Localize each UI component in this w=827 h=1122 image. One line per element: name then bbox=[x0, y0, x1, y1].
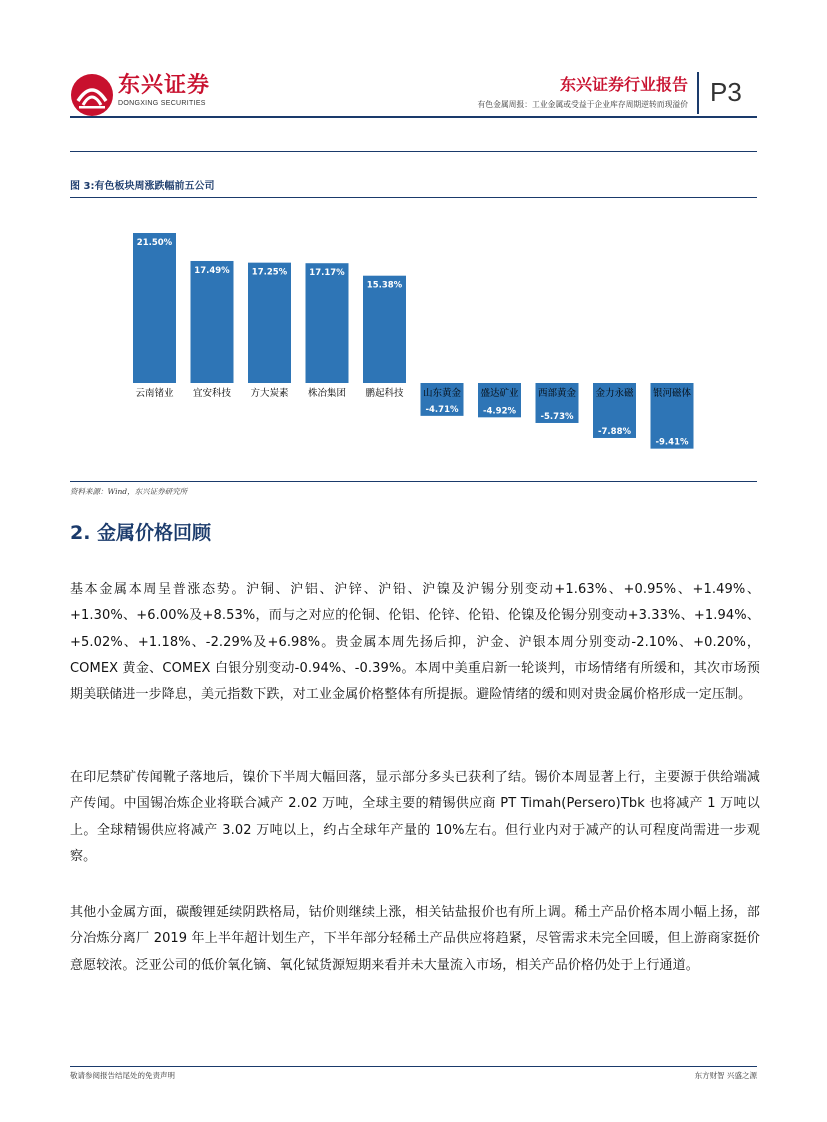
footer-disclaimer-note: 敬请参阅报告结尾处的免责声明 bbox=[70, 1071, 175, 1080]
body-paragraph: 在印尼禁矿传闻靴子落地后，镍价下半周大幅回落，显示部分多头已获利了结。锡价本周显著上行，主要源于供给端减产传闻。中国锡冶炼企业将联合减产 2.02 万吨，全球主要的精锡供应商 PT Timah(Persero)Tbk 也将减产 1 万吨以上。全球精锡供应将减产 3.02 万吨以上，约占全球年产量的 10%左右。但行业内对于减产的认可程度尚需进一步观察。 bbox=[70, 770, 760, 864]
section-heading: 2. 金属价格回顾 bbox=[70, 522, 212, 544]
category-label: 山东黄金 bbox=[422, 388, 462, 399]
bar-chart bbox=[70, 200, 757, 480]
figure-source-note: 资料来源：Wind，东兴证券研究所 bbox=[70, 487, 188, 496]
data-label: -9.41% bbox=[655, 437, 689, 448]
header-rule-secondary bbox=[70, 151, 757, 152]
figure-title: 图 3:有色板块周涨跌幅前五公司 bbox=[70, 181, 215, 192]
category-label: 金力永磁 bbox=[595, 388, 634, 399]
category-label: 西部黄金 bbox=[537, 388, 577, 399]
report-title: 东兴证券行业报告 bbox=[559, 75, 688, 94]
category-label: 方大炭素 bbox=[250, 388, 289, 399]
footer-slogan: 东方财智 兴盛之源 bbox=[694, 1071, 757, 1080]
category-label: 宜安科技 bbox=[192, 388, 232, 399]
data-label: -4.92% bbox=[482, 406, 517, 417]
data-label: 17.49% bbox=[194, 265, 230, 276]
data-label: 17.25% bbox=[251, 267, 288, 278]
header-divider bbox=[697, 72, 699, 114]
company-logo-icon bbox=[70, 73, 114, 117]
bar-4 bbox=[306, 263, 349, 383]
category-label: 云南锗业 bbox=[135, 388, 174, 399]
body-paragraph: 基本金属本周呈普涨态势。沪铜、沪铝、沪锌、沪铅、沪镍及沪锡分别变动+1.63%、+0.95%、+1.49%、+1.30%、+6.00%及+8.53%，而与之对应的伦铜、伦铝、伦锌、伦铅、伦镍及伦锡分别变动+3.33%、+1.94%、+5.02%、+1.18%、-2.29%及+6.98%。贵金属本周先扬后抑，沪金、沪银本周分别变动-2.10%、+0.20%，COMEX 黄金、COMEX 白银分别变动-0.94%、-0.39%。本周中美重启新一轮谈判，市场情绪有所缓和，其次市场预期美联储进一步降息，美元指数下跌，对工业金属价格整体有所提振。避险情绪的缓和则对贵金属价格形成一定压制。 bbox=[70, 582, 760, 703]
category-label: 盛达矿业 bbox=[480, 388, 519, 399]
data-label: 15.38% bbox=[366, 280, 403, 291]
bar-5 bbox=[363, 276, 406, 383]
page-number: P3 bbox=[710, 77, 742, 107]
logo-english-name: DONGXING SECURITIES bbox=[118, 100, 206, 107]
category-label: 株冶集团 bbox=[307, 388, 347, 399]
header-rule bbox=[70, 116, 757, 118]
body-paragraph: 其他小金属方面，碳酸锂延续阴跌格局，钴价则继续上涨，相关钴盐报价也有所上调。稀土产品价格本周小幅上扬，部分冶炼分离厂 2019 年上半年超计划生产，下半年部分轻稀土产品供应将趋紧，尽管需求未完全回暖，但上游商家挺价意愿较浓。泛亚公司的低价氧化镝、氧化铽货源短期来看并未大量流入市场，相关产品价格仍处于上行通道。 bbox=[70, 905, 760, 973]
bar-3 bbox=[248, 263, 291, 383]
data-label: -4.71% bbox=[425, 404, 459, 415]
category-label: 鹏起科技 bbox=[365, 388, 404, 399]
bar-1 bbox=[133, 233, 176, 383]
bar-2 bbox=[191, 261, 234, 383]
data-label: -7.88% bbox=[597, 426, 632, 437]
figure-bottom-rule bbox=[70, 481, 757, 482]
data-label: 17.17% bbox=[309, 268, 345, 279]
data-label: -5.73% bbox=[540, 411, 574, 422]
figure-top-rule bbox=[70, 197, 757, 198]
category-label: 银河磁体 bbox=[652, 388, 692, 399]
footer-rule bbox=[70, 1066, 757, 1067]
logo-chinese-name: 东兴证券 bbox=[118, 73, 211, 98]
report-subtitle: 有色金属周报：工业金属或受益于企业库存周期逆转而现溢价 bbox=[477, 100, 688, 109]
data-label: 21.50% bbox=[136, 238, 173, 248]
